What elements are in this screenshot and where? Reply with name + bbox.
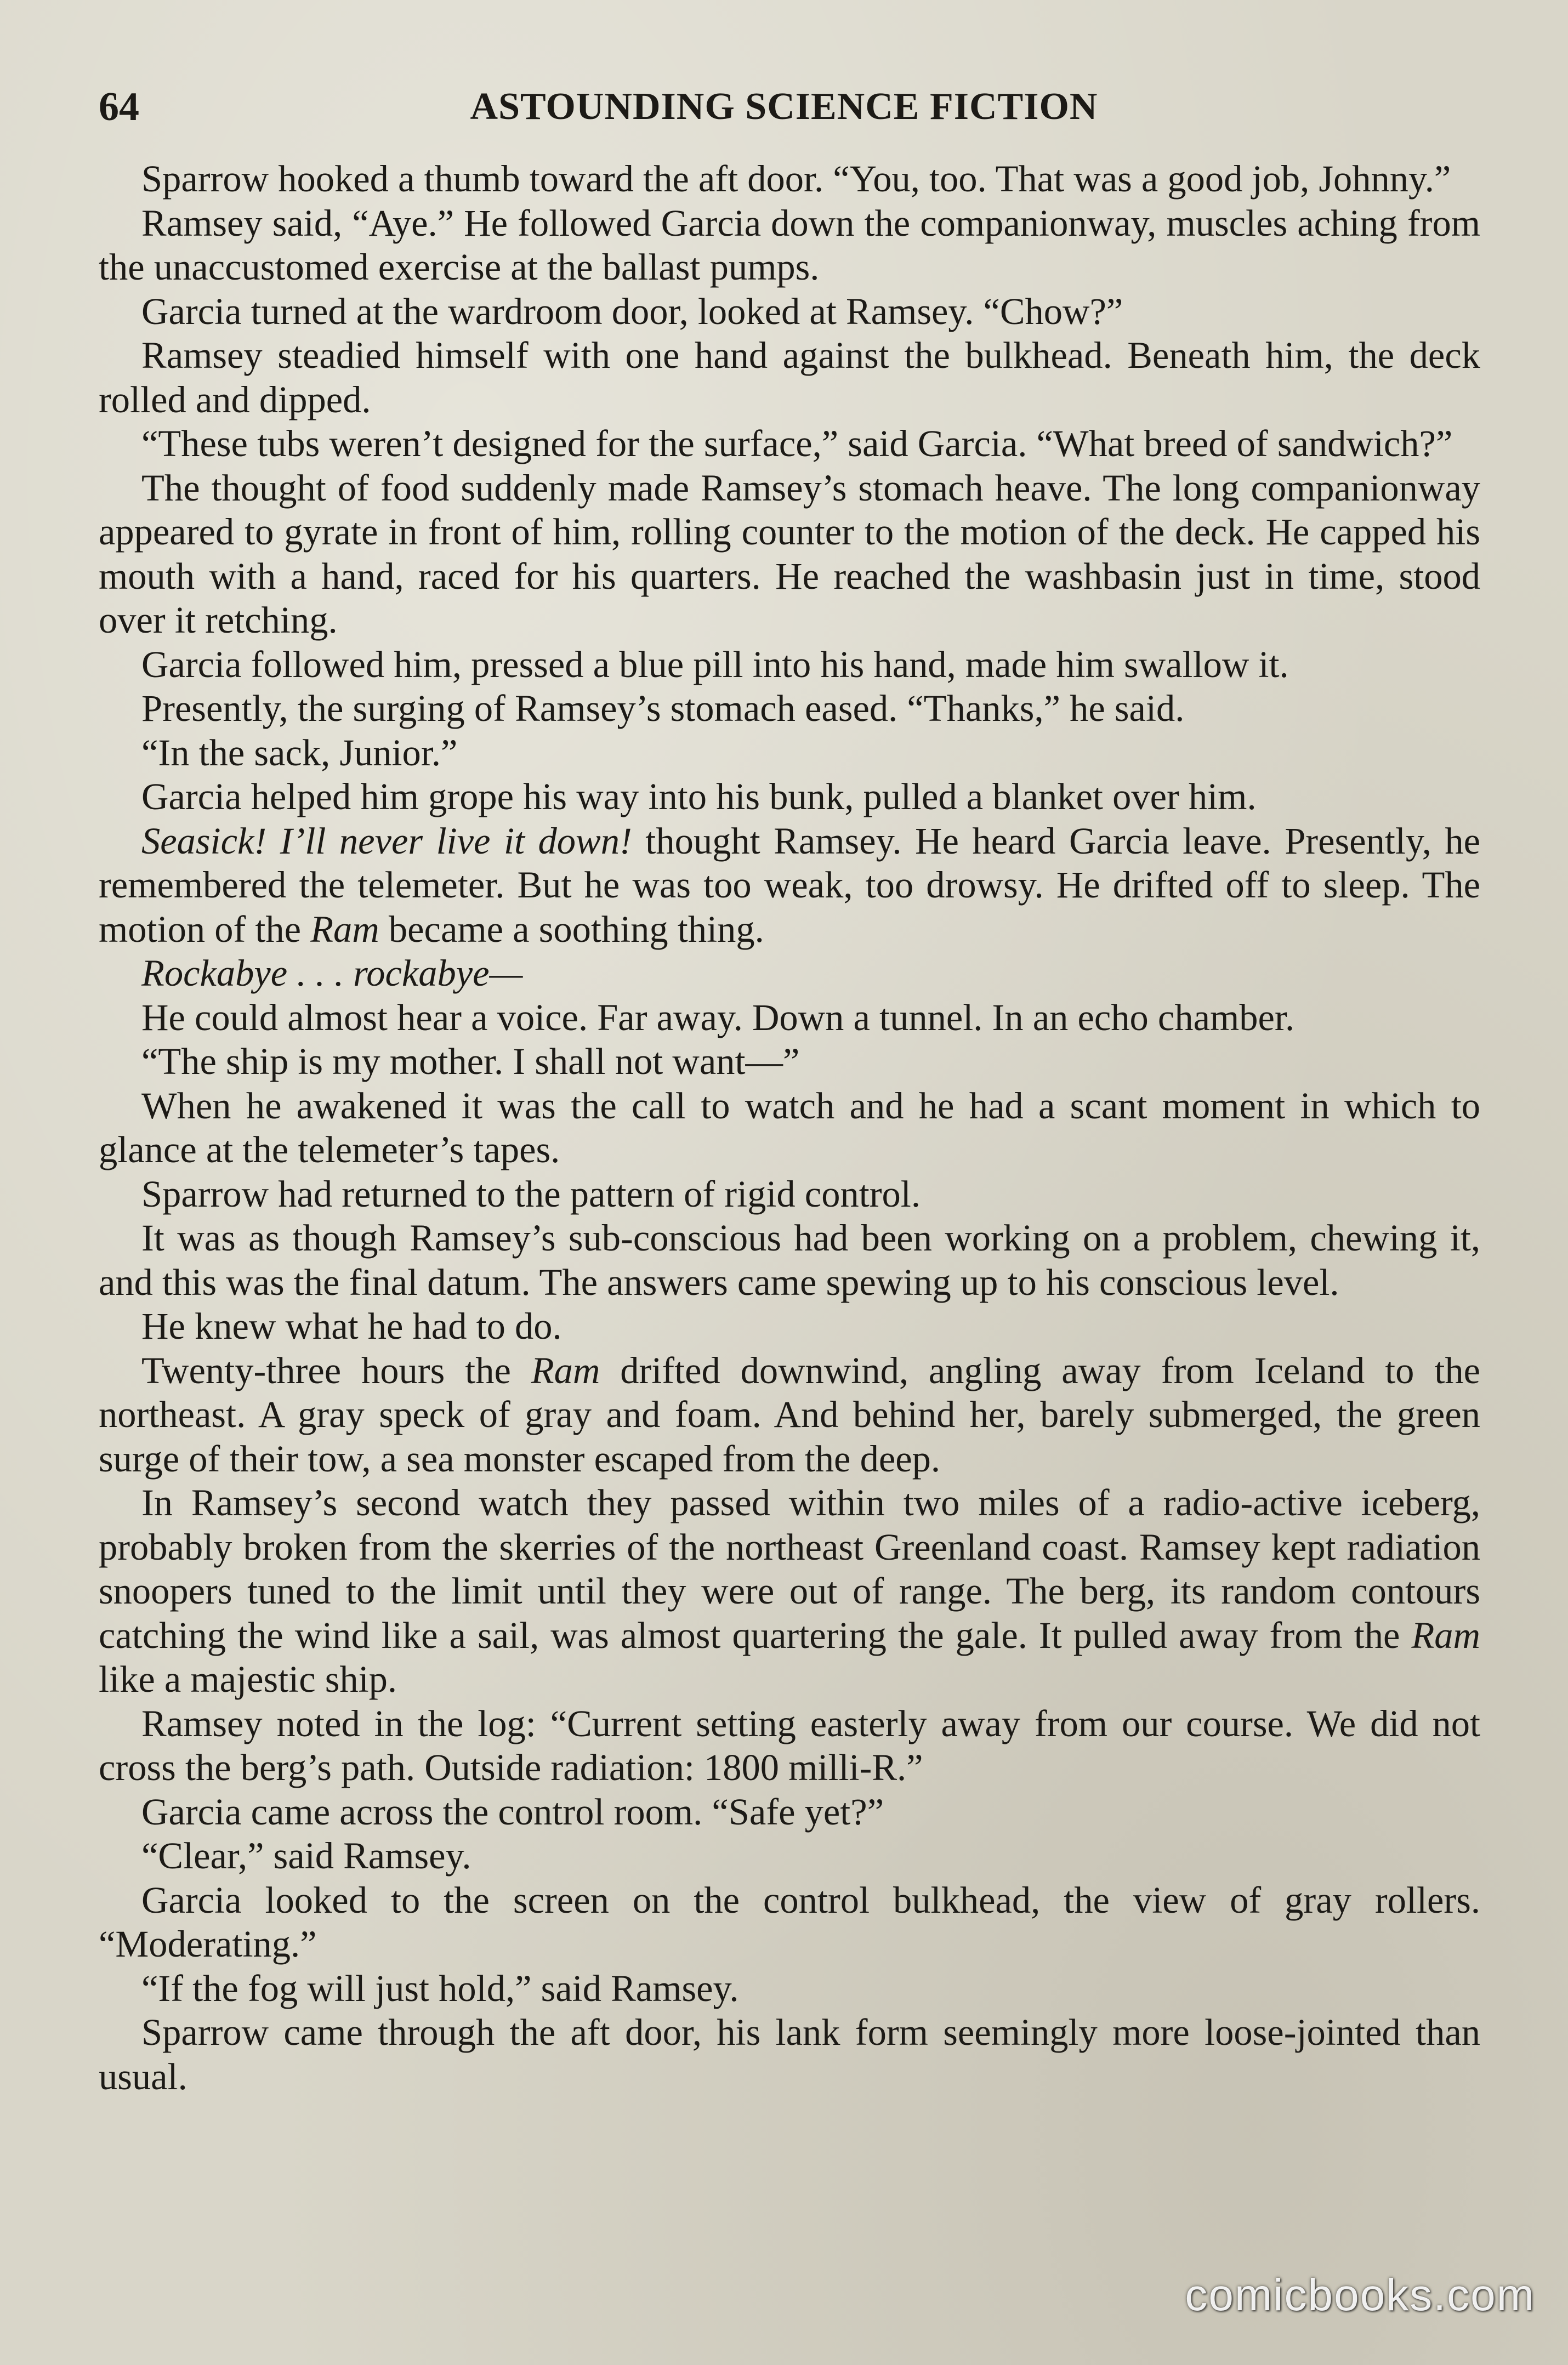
paragraph <box>99 1481 1480 1702</box>
text-run: It was as though Ramsey’s sub-conscious had been working on a problem, chewing it, and this was the final datum. The answers came spewing up to his conscious level. <box>99 1217 1480 1303</box>
text-run: Sparrow came through the aft door, his lank form seemingly more loose-jointed than usual. <box>99 2011 1480 2097</box>
running-title: ASTOUNDING SCIENCE FICTION <box>470 86 1098 128</box>
text-run: Garcia came across the control room. “Safe yet?” <box>141 1790 884 1833</box>
text-run: Ramsey said, “Aye.” He followed Garcia down the companionway, muscles aching from the unaccustomed exercise at the ballast pumps. <box>99 202 1480 288</box>
text-run: In Ramsey’s second watch they passed within two miles of a radio-active iceberg, probably broken from the skerries of the northeast Greenland coast. Ramsey kept radiation snoopers tuned to the limit until they were out of range. The berg, its random contours catching the wind like a sail, was almost quartering the gale. It pulled away from the <box>99 1482 1480 1656</box>
paragraph <box>99 686 1480 731</box>
paragraph <box>99 1216 1480 1304</box>
text-run: “Clear,” said Ramsey. <box>141 1835 471 1877</box>
text-run: “If the fog will just hold,” said Ramsey. <box>141 1967 739 2009</box>
paragraph <box>99 466 1480 643</box>
text-run: Garcia turned at the wardroom door, looked at Ramsey. “Chow?” <box>141 290 1123 332</box>
text-run: He knew what he had to do. <box>141 1305 562 1347</box>
text-run: Presently, the surging of Ramsey’s stomach eased. “Thanks,” he said. <box>141 687 1185 729</box>
paragraph <box>99 1702 1480 1790</box>
text-run: drifted downwind, angling away from Iceland to the northeast. A gray speck of gray and foam. And behind her, barely submerged, the green surge of their tow, a sea monster escaped from the deep. <box>99 1349 1481 1480</box>
page-number: 64 <box>99 84 139 129</box>
paragraph <box>99 951 1480 996</box>
paragraph <box>99 819 1480 952</box>
paragraph <box>99 1084 1480 1172</box>
text-run: “These tubs weren’t designed for the surface,” said Garcia. “What breed of sandwich?” <box>141 423 1453 464</box>
paragraph <box>99 157 1480 201</box>
paragraph <box>99 1349 1480 1481</box>
paragraph <box>99 1966 1480 2011</box>
paragraph <box>99 1172 1480 1216</box>
paragraph <box>99 1304 1480 1349</box>
paragraph <box>99 996 1480 1040</box>
paragraph <box>99 643 1480 687</box>
paragraph <box>99 1039 1480 1084</box>
italic-text: Rockabye . . . rockabye— <box>141 952 523 994</box>
text-run: Garcia followed him, pressed a blue pill into his hand, made him swallow it. <box>141 643 1289 685</box>
text-run: When he awakened it was the call to watch and he had a scant moment in which to glance at the telemeter’s tapes. <box>99 1084 1480 1170</box>
text-run: Garcia helped him grope his way into his bunk, pulled a blanket over him. <box>141 776 1257 817</box>
text-run: Twenty-three hours the <box>141 1349 531 1391</box>
paragraph <box>99 731 1480 775</box>
paragraph <box>99 775 1480 819</box>
page-header <box>99 77 1469 137</box>
paragraph <box>99 289 1480 334</box>
italic-text: Ram <box>531 1349 600 1391</box>
text-run: Sparrow hooked a thumb toward the aft door. “You, too. That was a good job, Johnny.” <box>141 158 1451 200</box>
text-run: thought Ramsey. He heard Garcia leave. Presently, he remembered the telemeter. But he was too weak, too drowsy. He drifted off to sleep. The motion of the <box>99 820 1480 950</box>
text-run: He could almost hear a voice. Far away. Down a tunnel. In an echo chamber. <box>141 996 1295 1038</box>
italic-text: Ram <box>1411 1614 1480 1656</box>
paragraph <box>99 1790 1480 1834</box>
text-run: Sparrow had returned to the pattern of rigid control. <box>141 1173 921 1215</box>
italic-text: Seasick! I’ll never live it down! <box>141 820 632 862</box>
paragraph <box>99 1834 1480 1878</box>
text-run: like a majestic ship. <box>99 1658 397 1700</box>
text-run: Ramsey noted in the log: “Current setting easterly away from our course. We did not cross the berg’s path. Outside radiation: 1800 milli-R.” <box>99 1702 1480 1788</box>
italic-text: Ram <box>310 908 379 950</box>
paragraph <box>99 1878 1480 1966</box>
text-run: Garcia looked to the screen on the control bulkhead, the view of gray rollers. “Moderating.” <box>99 1879 1480 1965</box>
story-text <box>99 157 1480 2099</box>
text-run: “In the sack, Junior.” <box>141 731 458 774</box>
paragraph <box>99 422 1480 466</box>
text-run: The thought of food suddenly made Ramsey’s stomach heave. The long companionway appeared to gyrate in front of him, rolling counter to the motion of the deck. He capped his mouth with a hand, raced for his quarters. He reached the washbasin just in time, stood over it retching. <box>99 467 1480 641</box>
text-run: became a soothing thing. <box>379 908 764 950</box>
text-run: “The ship is my mother. I shall not want—” <box>141 1041 800 1082</box>
paragraph <box>99 2010 1480 2099</box>
paragraph <box>99 201 1480 289</box>
text-run: Ramsey steadied himself with one hand against the bulkhead. Beneath him, the deck rolled and dipped. <box>99 334 1480 420</box>
paragraph <box>99 333 1480 422</box>
watermark: comicbooks.com <box>1185 2270 1535 2320</box>
